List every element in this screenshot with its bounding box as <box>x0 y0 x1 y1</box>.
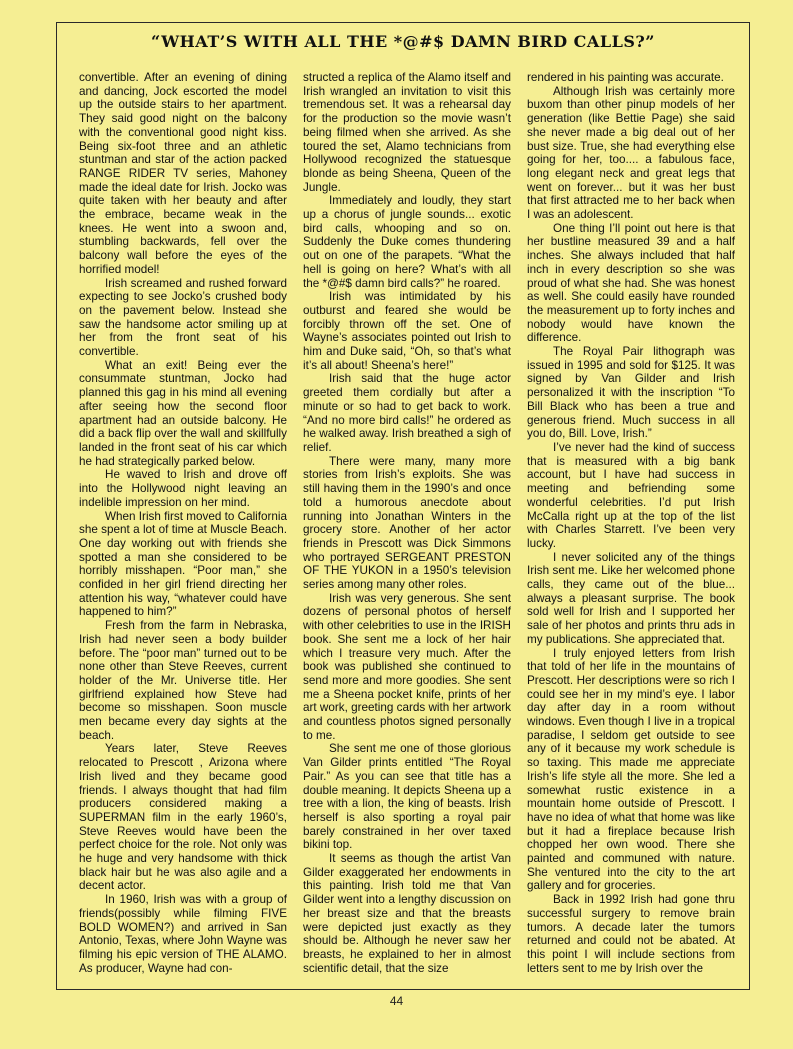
paragraph: rendered in his painting was accurate. <box>527 71 724 84</box>
paragraph: Irish was intimidated by his outburst and feared she would be forcibly thrown off the set. One of Wayne’s associates pointed out Irish to him and Duke said, “Oh, so that’s what it’s all about! Sheena’s here!” <box>303 290 511 372</box>
article-title: “WHAT’S WITH ALL THE *@#$ DAMN BIRD CALLS?” <box>151 32 655 51</box>
paragraph: I truly enjoyed letters from Irish that told of her life in the mountains of Prescott. Her descriptions were so rich I could see her in my mind’s eye. I labor day after day in a room without windows. Even though I live in a tropical paradise, I seldom get outside to see any of it because my work schedule is so taxing. This made me appreciate Irish’s life style all the more. She led a somewhat rustic existence in a mountain home outside of Prescott. I have no idea of what that home was like but it had a fireplace because Irish chopped her own wood. There she painted and communed with nature. She ventured into the city to the art gallery and for groceries. <box>527 646 735 893</box>
paragraph: I never solicited any of the things Irish sent me. Like her welcomed phone calls, they came out of the blue... always a pleasant surprise. The book sold well for Irish and I supported her sale of her photos and prints thru ads in my publications. She appreciated that. <box>527 550 735 646</box>
paragraph: There were many, many more stories from Irish’s exploits. She was still having them in the 1990’s and once told a humorous anecdote about running into Jonathan Winters in the grocery store. Another of her actor friends in Prescott was Dick Simmons who portrayed SERGEANT PRESTON OF THE YUKON in a 1950’s television series among many other roles. <box>303 454 511 592</box>
paragraph: The Royal Pair lithograph was issued in 1995 and sold for $125. It was signed by Van Gilder and Irish personalized it with the inscription “To Bill Black who has been a true and generous friend. Much success in all you do, Bill. Love, Irish.” <box>527 345 735 441</box>
article-body <box>79 71 735 986</box>
paragraph: Fresh from the farm in Nebraska, Irish had never seen a body builder before. The “poor man” turned out to be none other than Steve Reeves, current holder of the Mr. Universe title. Her girlfriend explained how Steve had become so misshapen. Soon muscle men became every day sights at the beach. <box>79 619 287 742</box>
paragraph: Irish said that the huge actor greeted them cordially but after a minute or so had to get back to work. “And no more bird calls!” he ordered as he walked away. Irish breathed a sigh of relief. <box>303 372 511 454</box>
page-number: 44 <box>389 994 404 1008</box>
paragraph: structed a replica of the Alamo itself and Irish wrangled an invitation to visit this tremendous set. It was a rehearsal day for the production so the movie wasn’t being filmed when she arrived. As she toured the set, Alamo technicians from Hollywood recognized the statuesque blonde as being Sheena, Queen of the Jungle. <box>303 71 511 194</box>
text-column-2 <box>303 71 511 986</box>
paragraph: Irish screamed and rushed forward expecting to see Jocko’s crushed body on the pavement below. Instead she saw the handsome actor smiling up at her from the front seat of his convertible. <box>79 276 287 359</box>
paragraph: Back in 1992 Irish had gone thru successful surgery to remove brain tumors. A decade later the tumors returned and could not be abated. At this point I will include sections from letters sent to me by Irish over the <box>527 893 735 975</box>
page-frame <box>56 22 750 990</box>
paragraph: Immediately and loudly, they start up a chorus of jungle sounds... exotic bird calls, whooping and so on. Suddenly the Duke comes thundering out on one of the parapets. “What the hell is going on here? What’s with all the *@#$ damn bird calls?” he roared. <box>303 194 511 290</box>
paragraph: Although Irish was certainly more buxom than other pinup models of her generation (like Bettie Page) she said she never made a big deal out of her bust size. True, she had everything else going for her, too.... a fabulous face, long elegant neck and great legs that went on forever... but it was her bust that first attracted me to her back when I was an adolescent. <box>527 84 735 222</box>
paragraph: I’ve never had the kind of success that is measured with a big bank account, but I have had success in meeting and befriending some wonderful celebrities. I’d put Irish McCalla right up at the top of the list with Charles Starrett. I’ve been very lucky. <box>527 440 735 550</box>
paragraph: It seems as though the artist Van Gilder exaggerated her endowments in this painting. Irish told me that Van Gilder went into a lengthy discussion on her breast size and that the breasts were depicted just exactly as they should be. Although he never saw her breasts, he explained to her in almost scientific detail, that the size <box>303 852 511 975</box>
text-column-1 <box>79 71 287 986</box>
text-column-3 <box>527 71 735 986</box>
paragraph: In 1960, Irish was with a group of friends(possibly while filming FIVE BOLD WOMEN?) and arrived in San Antonio, Texas, where John Wayne was filming his epic version of THE ALAMO. As producer, Wayne had con- <box>79 893 287 975</box>
paragraph: She sent me one of those glorious Van Gilder prints entitled “The Royal Pair.” As you can see that title has a double meaning. It depicts Sheena up a tree with a lion, the king of beasts. Irish herself is also sporting a royal pair barely constrained in her over taxed bikini top. <box>303 742 511 852</box>
paragraph: Years later, Steve Reeves relocated to Prescott , Arizona where Irish lived and they became good friends. I always thought that had film producers considered making a SUPERMAN film in the early 1960’s, Steve Reeves would have been the perfect choice for the role. Not only was he huge and very handsome with thick black hair but he was also agile and a decent actor. <box>79 742 287 893</box>
paragraph: What an exit! Being ever the consummate stuntman, Jocko had planned this gag in his mind all evening after seeing how the second floor apartment had an outside balcony. He did a back flip over the wall and skillfully landed in the front seat of his car which he had strategically parked below. <box>79 358 287 468</box>
paragraph: When Irish first moved to California she spent a lot of time at Muscle Beach. One day working out with friends she spotted a man she considered to be horribly misshapen. “Poor man,” she confided in her girl friend directing her attention his way, “whatever could have happened to him?” <box>79 509 287 619</box>
paragraph: One thing I’ll point out here is that her bustline measured 39 and a half inches. She always included that half inch in every description so she was proud of what she had. She was honest as well. She could easily have rounded the measurement up to forty inches and nobody would have known the difference. <box>527 221 735 345</box>
paragraph: convertible. After an evening of dining and dancing, Jock escorted the model up the outside stairs to her apartment. They said good night on the balcony with the conventional good night kiss. Being six-foot three and an athletic stuntman and star of the action packed RANGE RIDER TV series, Mahoney made the ideal date for Irish. Jocko was quite taken with her beauty and after the embrace, became weak in the knees. He went into a swoon and, stumbling backwards, fell over the balcony wall before the eyes of the horrified model! <box>79 71 287 276</box>
paragraph: Irish was very generous. She sent dozens of personal photos of herself with other celebrities to use in the IRISH book. She sent me a lock of her hair which I treasure very much. After the book was published she continued to send more and more goodies. She sent me a Sheena pocket knife, prints of her art work, greeting cards with her artwork and countless photos signed personally to me. <box>303 591 511 742</box>
paragraph: He waved to Irish and drove off into the Hollywood night leaving an indelible impression on her mind. <box>79 468 287 509</box>
